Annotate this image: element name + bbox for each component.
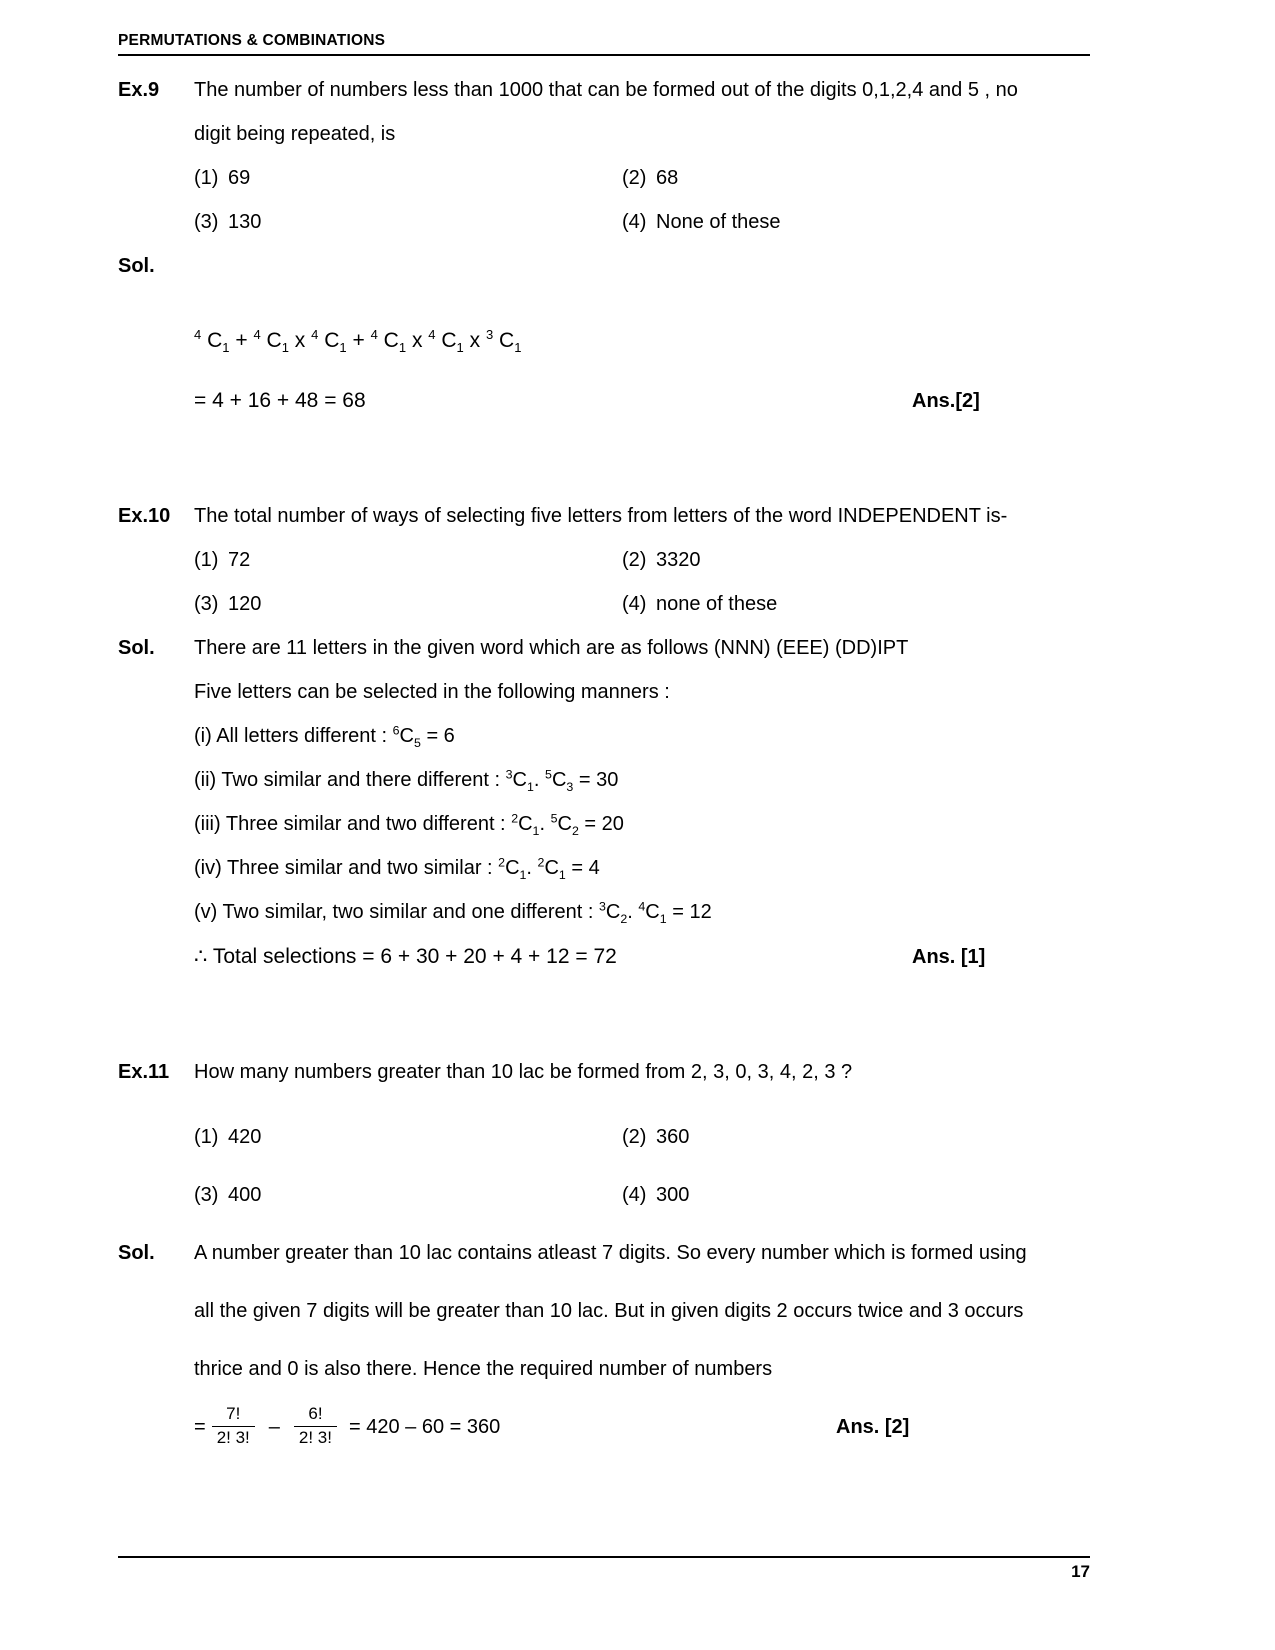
option-ex11-4[interactable] — [622, 1166, 1093, 1224]
solution-line-2: all the given 7 digits will be greater than 10 lac. But in given digits 2 occurs twice and 3 occurs — [194, 1300, 1024, 1322]
option-text: 420 — [228, 1126, 262, 1148]
case-result: = 6 — [426, 725, 455, 747]
option-text: 360 — [656, 1126, 690, 1148]
option-ex9-3[interactable] — [194, 200, 622, 244]
spacer-col — [118, 318, 194, 362]
operator-plus: + — [352, 329, 365, 352]
spacer-col — [118, 538, 194, 582]
question-block-ex10 — [118, 494, 1093, 980]
combination-expression: $^2C_1$. $^2C_1$ — [498, 855, 566, 882]
vertical-spacer — [118, 1094, 1093, 1108]
solution-label-ex10: Sol. — [118, 637, 155, 659]
question-text-line-2: digit being repeated, is — [194, 123, 396, 145]
option-number: (1) — [194, 1126, 219, 1148]
option-pair-2 — [194, 582, 1093, 626]
option-number: (2) — [622, 1126, 647, 1148]
combination-expression: $^3C_1$. $^5C_3$ — [505, 767, 574, 794]
formula-ex9 — [194, 318, 1093, 364]
result-text: = 4 + 16 + 48 = 68 — [194, 389, 366, 412]
option-pair-1 — [194, 156, 1093, 200]
page-content — [118, 68, 1093, 1456]
option-number: (4) — [622, 211, 647, 233]
combination-term: $^4$ $C_1$ — [370, 327, 407, 356]
question-text-ex9 — [194, 68, 1093, 156]
option-pair-2 — [194, 200, 1093, 244]
option-number: (2) — [622, 167, 647, 189]
spacer-col — [118, 1108, 194, 1152]
question-label-ex9: Ex.9 — [118, 79, 160, 101]
option-ex10-4[interactable] — [622, 582, 1093, 626]
solution-line-1: A number greater than 10 lac contains atleast 7 digits. So every number which is formed using — [194, 1242, 1027, 1264]
question-text-line-1: How many numbers greater than 10 lac be formed from 2, 3, 0, 3, 4, 2, 3 ? — [194, 1061, 853, 1083]
equation-tail: = 420 – 60 = 360 — [349, 1416, 501, 1438]
case-description: Three similar and two similar : — [226, 857, 493, 879]
option-ex9-2[interactable] — [622, 156, 1093, 200]
minus-sign: – — [268, 1416, 280, 1438]
options-row-ex9-1 — [118, 156, 1093, 244]
option-ex11-2[interactable] — [622, 1108, 1093, 1166]
question-text-ex10 — [194, 494, 1093, 538]
option-text: 300 — [656, 1184, 690, 1206]
case-line-v — [194, 890, 1093, 934]
case-description: All letters different : — [216, 725, 388, 747]
question-stem-ex9 — [118, 68, 1093, 156]
case-line-i — [194, 714, 1093, 758]
case-result: = 4 — [571, 857, 600, 879]
option-text: 400 — [228, 1184, 262, 1206]
case-description: Two similar and there different : — [221, 769, 501, 791]
option-text: 69 — [228, 167, 251, 189]
option-number: (2) — [622, 549, 647, 571]
case-result: = 12 — [672, 901, 712, 923]
option-ex11-1[interactable] — [194, 1108, 622, 1166]
options-row-ex11 — [118, 1108, 1093, 1224]
combination-term: $^3$ $C_1$ — [485, 327, 522, 356]
case-line-iv — [194, 846, 1093, 890]
equation-line-ex11 — [194, 1398, 1093, 1456]
combination-term: $^4$ $C_1$ — [253, 327, 289, 356]
option-text: 72 — [228, 549, 251, 571]
spacer-col — [118, 156, 194, 200]
vertical-spacer — [194, 364, 1093, 378]
combination-term: $^4$ $C_1$ — [194, 327, 230, 356]
combination-expression: $^3C_2$. $^4C_1$ — [599, 899, 667, 926]
option-pair-2 — [194, 1166, 1093, 1224]
option-number: (4) — [622, 1184, 647, 1206]
solution-line-2: Five letters can be selected in the following manners : — [194, 681, 670, 703]
option-ex10-3[interactable] — [194, 582, 622, 626]
vertical-spacer — [118, 288, 1093, 318]
therefore-icon: ∴ — [194, 945, 208, 968]
combination-term: $^4$ $C_1$ — [428, 327, 464, 356]
option-ex11-3[interactable] — [194, 1166, 622, 1224]
case-description: Two similar, two similar and one different : — [222, 901, 594, 923]
page-number: 17 — [1071, 1562, 1090, 1581]
question-block-ex9 — [118, 68, 1093, 424]
case-number: (ii) — [194, 769, 217, 791]
header-title: PERMUTATIONS & COMBINATIONS — [118, 32, 386, 49]
option-number: (3) — [194, 1184, 219, 1206]
option-ex9-4[interactable] — [622, 200, 1093, 244]
option-pair-1 — [194, 1108, 1093, 1166]
case-number: (v) — [194, 901, 218, 923]
question-label-ex10: Ex.10 — [118, 505, 171, 527]
fraction-denominator: 2! 3! — [294, 1426, 337, 1448]
combination-term: $^4$ $C_1$ — [311, 327, 347, 356]
option-ex10-1[interactable] — [194, 538, 622, 582]
option-number: (1) — [194, 167, 219, 189]
case-line-ii — [194, 758, 1093, 802]
option-text: None of these — [656, 211, 781, 233]
case-result: = 20 — [584, 813, 624, 835]
case-line-iii — [194, 802, 1093, 846]
answer-badge-ex10: Ans. [1] — [912, 946, 986, 968]
option-pair-1 — [194, 538, 1093, 582]
option-number: (1) — [194, 549, 219, 571]
option-number: (3) — [194, 593, 219, 615]
fraction-denominator: 2! 3! — [212, 1426, 255, 1448]
operator-times: x — [411, 329, 423, 352]
question-text-line-1: The number of numbers less than 1000 that can be formed out of the digits 0,1,2,4 and 5 , no — [194, 79, 1018, 101]
option-number: (3) — [194, 211, 219, 233]
options-row-ex10 — [118, 538, 1093, 626]
option-number: (4) — [622, 593, 647, 615]
section-gap — [118, 980, 1093, 1050]
solution-label-ex9: Sol. — [118, 255, 155, 277]
case-number: (iii) — [194, 813, 221, 835]
option-ex10-2[interactable] — [622, 538, 1093, 582]
option-text: 120 — [228, 593, 262, 615]
combination-expression: $^6C_5$ — [392, 723, 421, 750]
fraction-numerator: 6! — [308, 1404, 323, 1424]
solution-row-ex10 — [118, 626, 1093, 980]
equals-sign: = — [194, 1416, 206, 1438]
operator-times: x — [294, 329, 306, 352]
fraction-numerator: 7! — [226, 1404, 241, 1424]
solution-row-ex9 — [118, 244, 1093, 288]
answer-badge-ex9: Ans.[2] — [912, 390, 980, 412]
option-text: none of these — [656, 593, 778, 615]
combination-expression: $^2C_1$. $^5C_2$ — [511, 811, 579, 838]
case-description: Three similar and two different : — [225, 813, 506, 835]
case-result: = 30 — [578, 769, 619, 791]
case-number: (i) — [194, 725, 212, 747]
question-stem-ex11 — [118, 1050, 1093, 1094]
fraction-6-over-2f3f — [294, 1404, 337, 1447]
section-gap — [118, 424, 1093, 494]
question-text-line-1: The total number of ways of selecting five letters from letters of the word INDEPENDENT is- — [194, 505, 1008, 527]
header-divider — [118, 54, 1090, 56]
option-ex9-1[interactable] — [194, 156, 622, 200]
operator-plus: + — [235, 329, 248, 352]
footer-divider — [118, 1556, 1090, 1558]
fraction-7-over-2f3f — [212, 1404, 255, 1447]
solution-body-ex9 — [118, 318, 1093, 424]
total-selections-line — [194, 934, 1093, 980]
operator-times: x — [469, 329, 481, 352]
question-block-ex11 — [118, 1050, 1093, 1456]
solution-line-3: thrice and 0 is also there. Hence the required number of numbers — [194, 1358, 773, 1380]
question-text-ex11 — [194, 1050, 1093, 1094]
solution-label-ex11: Sol. — [118, 1242, 155, 1264]
option-text: 3320 — [656, 549, 701, 571]
answer-badge-ex11: Ans. [2] — [836, 1416, 910, 1438]
solution-line-1: There are 11 letters in the given word which are as follows (NNN) (EEE) (DD)IPT — [194, 637, 909, 659]
option-text: 68 — [656, 167, 679, 189]
question-label-ex11: Ex.11 — [118, 1061, 170, 1083]
total-text: Total selections = 6 + 30 + 20 + 4 + 12 = 72 — [212, 945, 617, 968]
option-text: 130 — [228, 211, 262, 233]
case-number: (iv) — [194, 857, 222, 879]
result-line-ex9 — [194, 378, 1093, 424]
solution-row-ex11 — [118, 1224, 1093, 1456]
question-stem-ex10 — [118, 494, 1093, 538]
page-header — [118, 32, 1090, 56]
